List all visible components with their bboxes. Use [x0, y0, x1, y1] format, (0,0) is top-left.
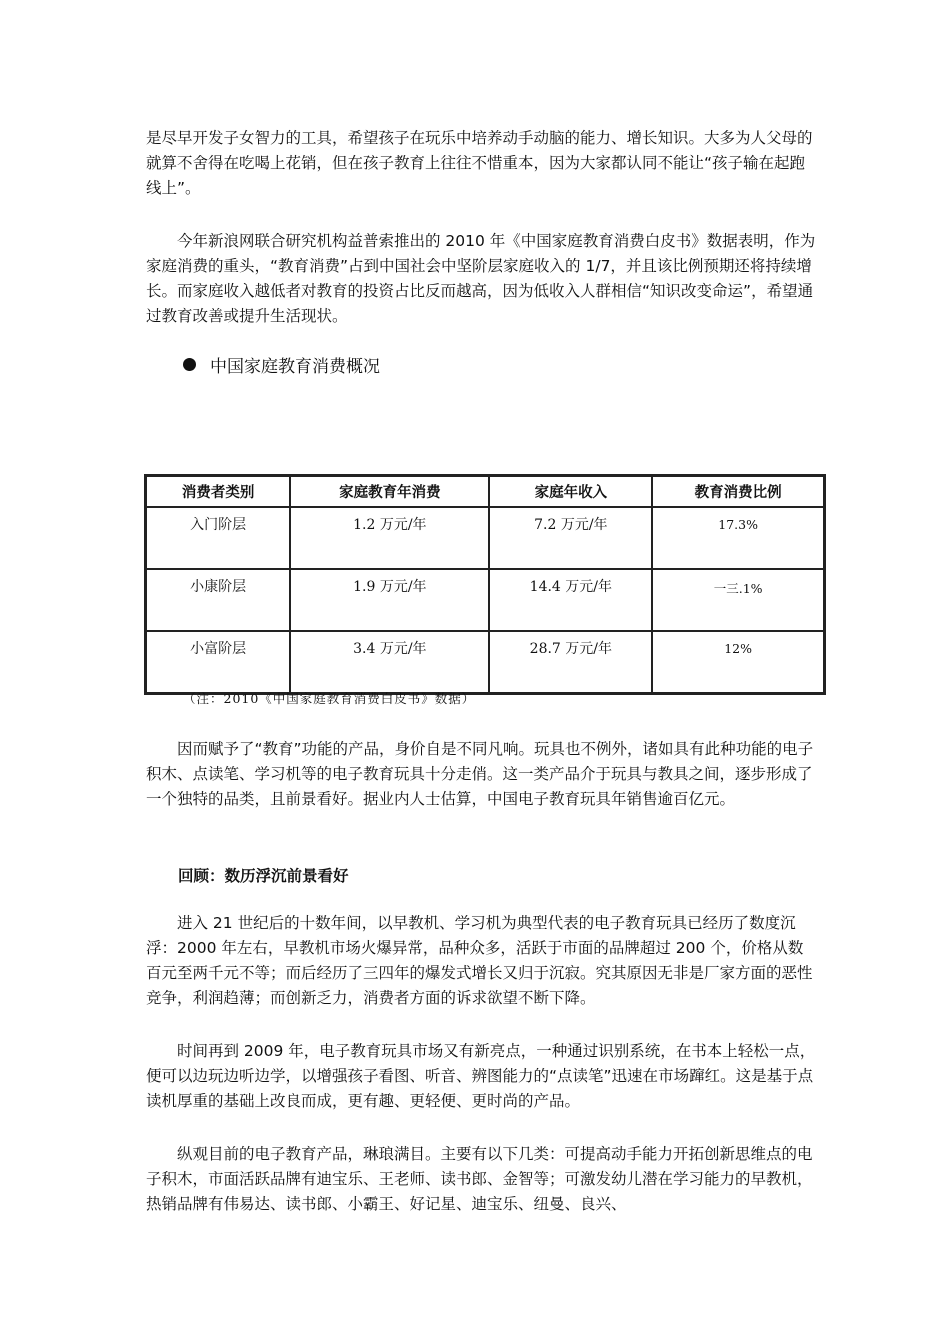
bullet-icon: [183, 358, 196, 371]
table-cell: 入门阶层: [146, 507, 290, 569]
section-heading: [183, 352, 380, 377]
paragraph-edu-products: 因而赋予了“教育”功能的产品，身价自是不同凡响。玩具也不例外，诸如具有此种功能的电子积木、点读笔、学习机等的电子教育玩具十分走俏。这一类产品介于玩具与教具之间，逐步形成了一个独特的品类，且前景看好。据业内人士估算，中国电子教育玩具年销售逾百亿元。: [146, 740, 814, 808]
section-heading-text: 中国家庭教育消费概况: [210, 357, 380, 377]
subheading: 回顾：数历浮沉前景看好: [178, 867, 349, 885]
table-cell: 28.7 万元/年: [489, 631, 652, 693]
paragraph-history: 进入 21 世纪后的十数年间，以早教机、学习机为典型代表的电子教育玩具已经历了数度沉浮：2000 年左右，早教机市场火爆异常，品种众多，活跃于市面的品牌超过 200 个，价格从数百元至两千元不等；而后经历了三四年的爆发式增长又归于沉寂。究其原因无非是厂家方面的恶性竞争，利润趋薄；而创新乏力，消费者方面的诉求欲望不断下降。: [146, 914, 813, 1007]
paragraph-product-types: 纵观目前的电子教育产品，琳琅满目。主要有以下几类：可提高动手能力开拓创新思维点的电子积木，市面活跃品牌有迪宝乐、王老师、读书郎、金智等；可激发幼儿潜在学习能力的早教机，热销品牌有伟易达、读书郎、小霸王、好记星、迪宝乐、纽曼、良兴、: [146, 1145, 813, 1213]
table-row: [146, 631, 824, 693]
table-cell: 14.4 万元/年: [489, 569, 652, 631]
table-cell: 17.3%: [652, 507, 824, 569]
paragraph-whitepaper: 今年新浪网联合研究机构益普索推出的 2010 年《中国家庭教育消费白皮书》数据表明，作为家庭消费的重头，“教育消费”占到中国社会中坚阶层家庭收入的 1/7，并且该比例预期还将持续增长。而家庭收入越低者对教育的投资占比反而越高，因为低收入人群相信“知识改变命运”，希望通过教育改善或提升生活现状。: [146, 232, 816, 325]
table-cell: 小富阶层: [146, 631, 290, 693]
header-annual-income: 家庭年收入: [489, 476, 652, 507]
table-cell: 1.9 万元/年: [290, 569, 489, 631]
header-annual-education-spend: 家庭教育年消费: [290, 476, 489, 507]
table-row: [146, 507, 824, 569]
table-cell: 7.2 万元/年: [489, 507, 652, 569]
table-row: [146, 569, 824, 631]
paragraph-intro: 是尽早开发子女智力的工具，希望孩子在玩乐中培养动手动脑的能力、增长知识。大多为人父母的就算不舍得在吃喝上花销，但在孩子教育上往往不惜重本，因为大家都认同不能让“孩子输在起跑线上”。: [146, 129, 813, 197]
table-note: （注：2010《中国家庭教育消费白皮书》数据）: [183, 691, 476, 706]
table-cell: 1.2 万元/年: [290, 507, 489, 569]
header-education-ratio: 教育消费比例: [652, 476, 824, 507]
table-cell: 小康阶层: [146, 569, 290, 631]
table-cell: 3.4 万元/年: [290, 631, 489, 693]
header-consumer-type: 消费者类别: [146, 476, 290, 507]
education-spending-table: [144, 474, 826, 695]
table-cell: 一三.1%: [652, 569, 824, 631]
paragraph-reading-pen: 时间再到 2009 年，电子教育玩具市场又有新亮点，一种通过识别系统，在书本上轻松一点，便可以边玩边听边学，以增强孩子看图、听音、辨图能力的“点读笔”迅速在市场蹿红。这是基于点读机厚重的基础上改良而成，更有趣、更轻便、更时尚的产品。: [146, 1042, 816, 1110]
table-header-row: [146, 476, 824, 507]
table-cell: 12%: [652, 631, 824, 693]
